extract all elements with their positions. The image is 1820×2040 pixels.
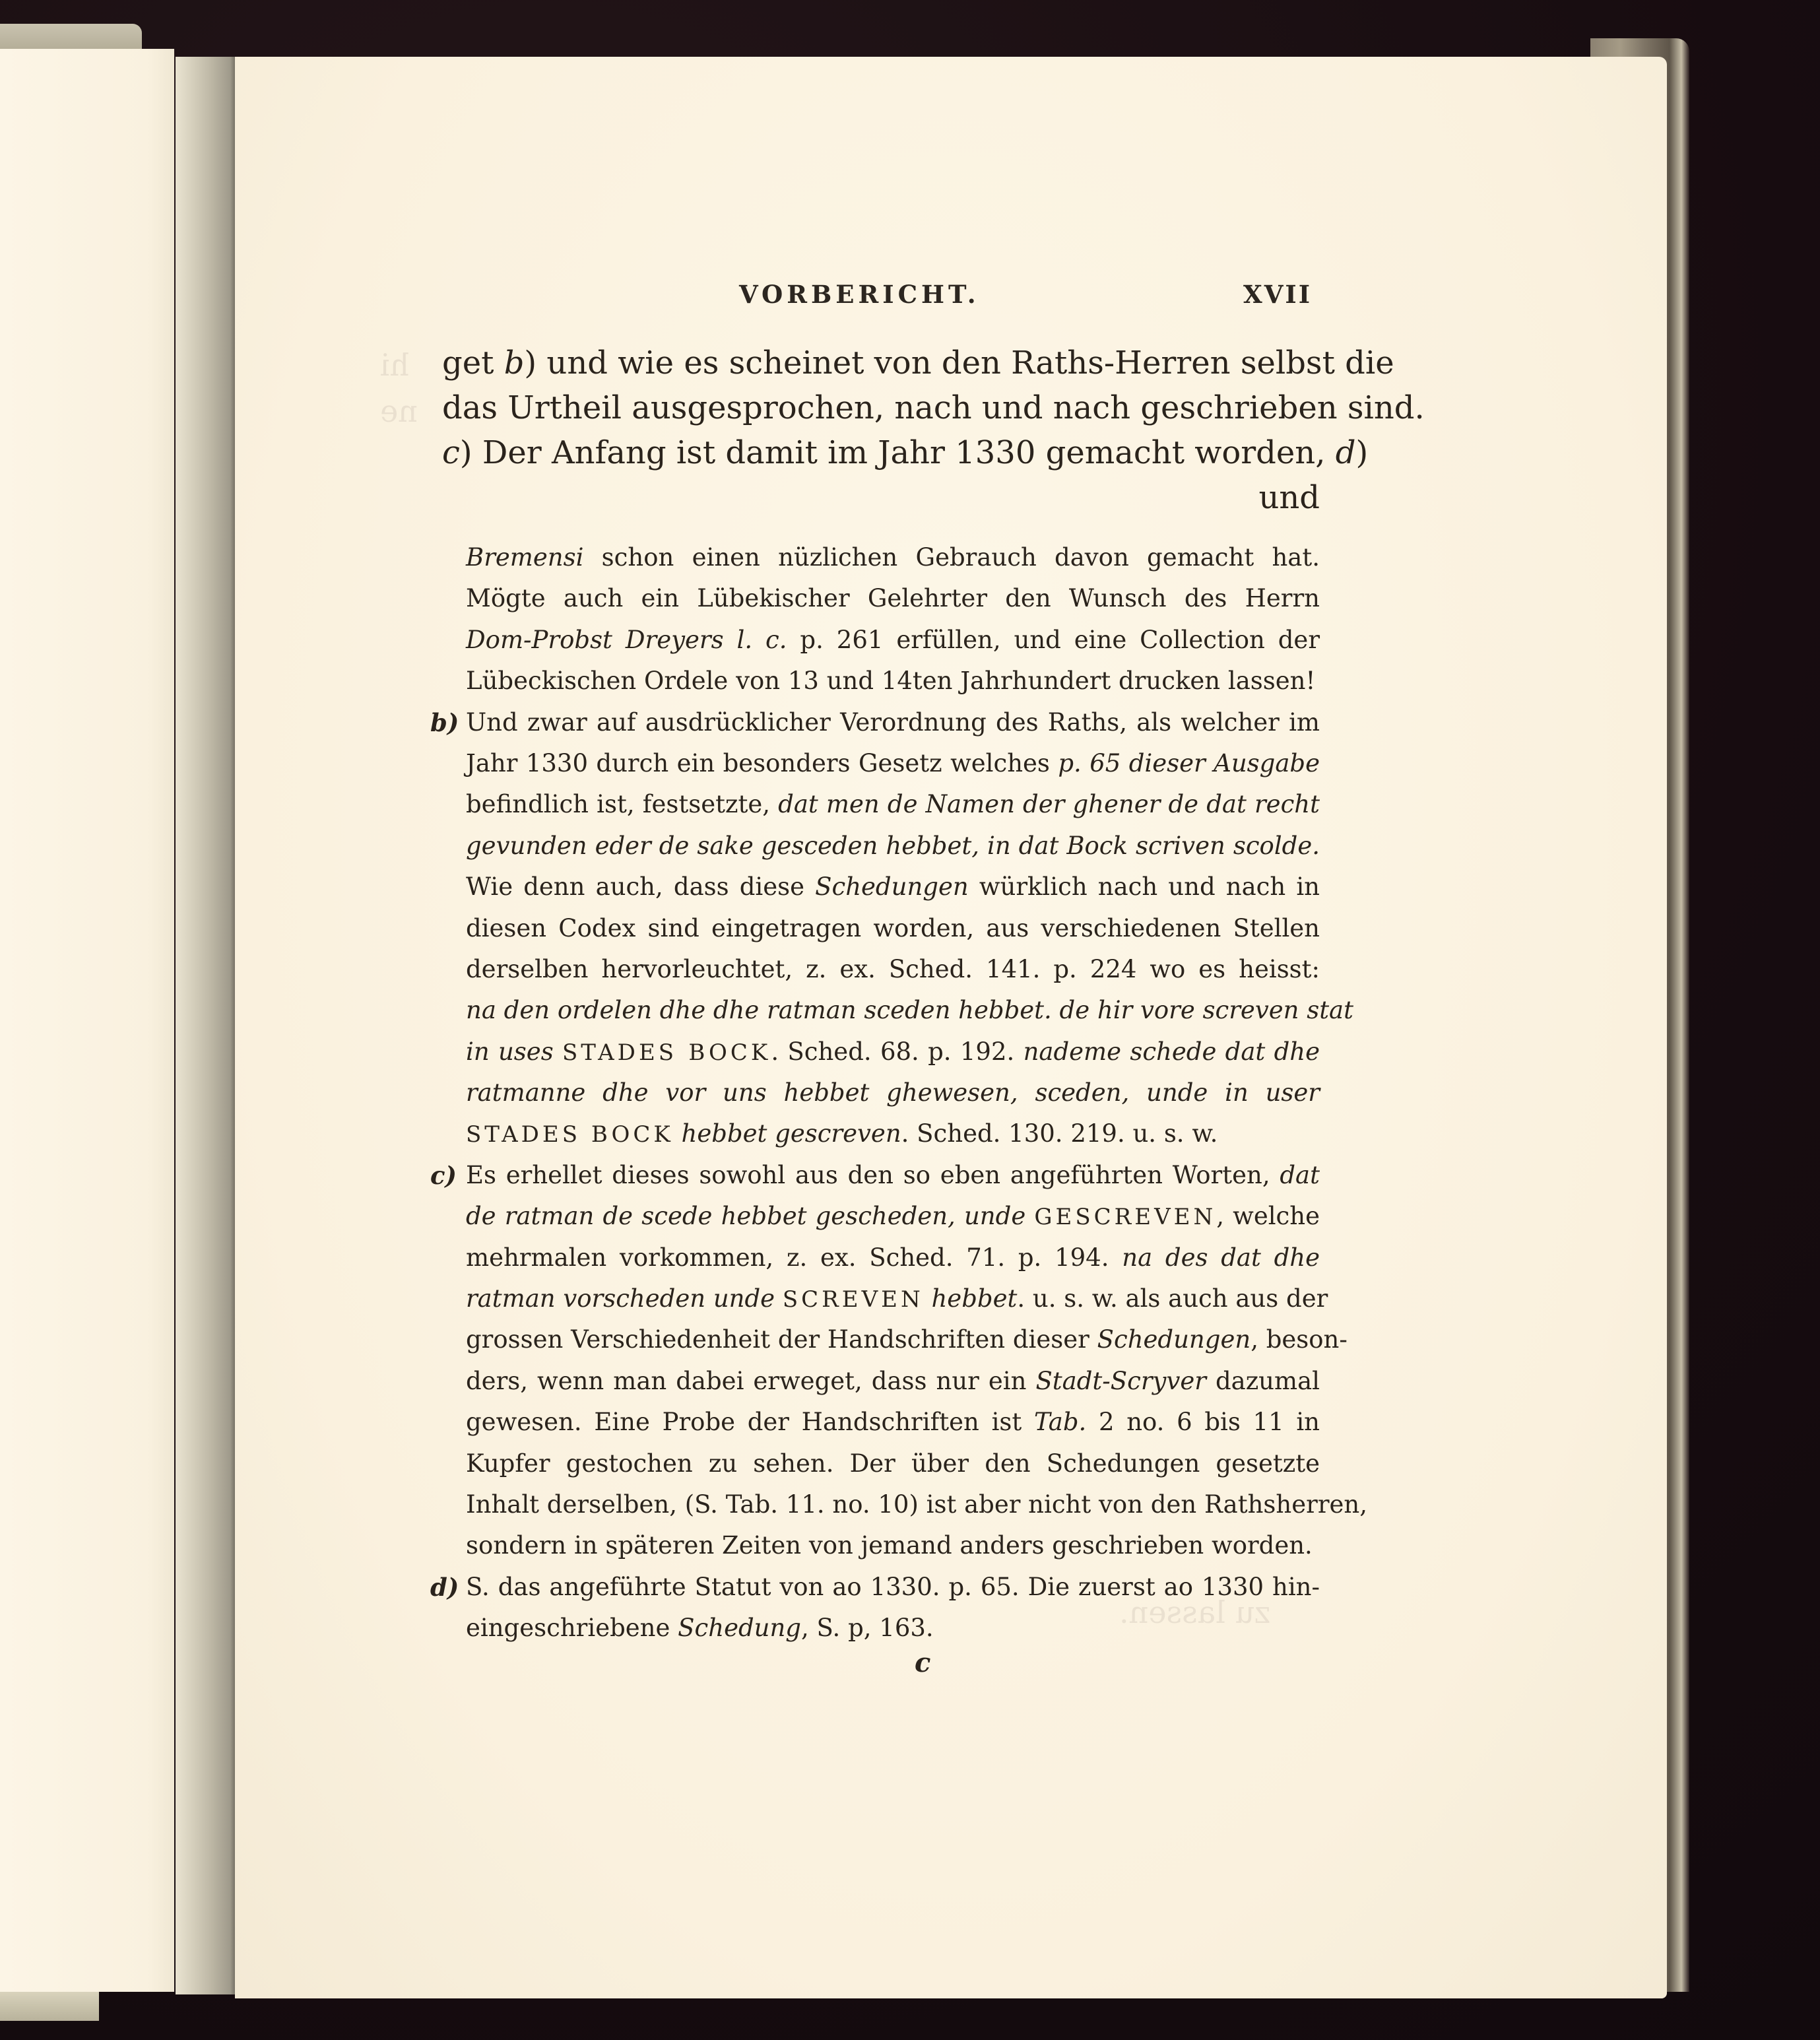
footnote-line [430, 1155, 1320, 1196]
text-run: S. das angeführte Statut von ao 1330. p. 65. Die zuerst ao 1330 hin- [466, 1572, 1320, 1601]
text-run: na des dat dhe [1122, 1243, 1320, 1272]
text-run: dat men de Namen der ghener de dat recht [778, 790, 1320, 819]
text-run: mehrmalen vorkommen, z. ex. Sched. 71. p. 194. [466, 1243, 1122, 1272]
footnote-line [430, 1484, 1368, 1525]
footnote-line [430, 1113, 1320, 1154]
text-run: ) Der Anfang ist damit im Jahr 1330 gemacht worden, [459, 434, 1336, 471]
footnote-line [430, 1402, 1320, 1443]
text-run: befindlich ist, festsetzte, [466, 790, 779, 819]
footnote-marker: d) [430, 1572, 459, 1602]
text-run: . u. s. w. als auch aus der [1017, 1284, 1328, 1313]
text-run: nademe schede dat dhe [1023, 1037, 1320, 1066]
text-run: d [1335, 434, 1356, 471]
footnote-line [430, 949, 1320, 990]
text-run: hebbet gescreven [681, 1119, 901, 1148]
text-run: Schedungen [1097, 1325, 1251, 1354]
text-run [674, 1119, 682, 1148]
text-run: c [442, 434, 460, 471]
footnote-line [430, 908, 1320, 949]
footnote-marker: c) [430, 1160, 457, 1190]
text-run [924, 1284, 932, 1313]
footnote-line [430, 1278, 1328, 1319]
left-cover-top-edge [0, 24, 142, 49]
text-run: Schedung [678, 1614, 801, 1643]
footnote [430, 702, 1353, 1155]
book-gutter [176, 57, 235, 1994]
footnote-line [430, 1319, 1348, 1360]
footnote-line [430, 702, 1320, 743]
footnote-line [430, 1196, 1320, 1237]
text-run [1025, 1202, 1034, 1230]
text-run: , beson- [1251, 1325, 1348, 1354]
text-run: get [442, 345, 504, 381]
text-run: Dom-Probst Dreyers l. c. [466, 625, 787, 654]
footnote-line [430, 661, 1320, 702]
text-run: gewesen. Eine Probe der Handschriften ist [466, 1408, 1034, 1437]
text-run: dat [1280, 1160, 1320, 1189]
text-run: Wie denn auch, dass diese [466, 872, 816, 902]
text-run: grossen Verschiedenheit der Handschriften dieser [466, 1325, 1097, 1354]
text-run: derselben hervorleuchtet, z. ex. Sched. 141. p. 224 wo es heisst: [466, 954, 1320, 983]
text-run: ders, wenn man dabei erweget, dass nur ein [466, 1366, 1036, 1395]
text-run: dazumal [1206, 1366, 1320, 1395]
page-number: XVII [1243, 280, 1313, 309]
text-run: Kupfer gestochen zu sehen. Der über den Schedungen gesetzte [466, 1449, 1320, 1478]
text-run: na den ordelen dhe dhe ratman sceden hebbet. de hir vore screven stat [466, 996, 1353, 1025]
text-run: GESCREVEN [1034, 1204, 1217, 1231]
footnote-line [430, 537, 1320, 578]
footnotes [430, 537, 1368, 1649]
text-run: Jahr 1330 durch ein besonders Gesetz welches [466, 748, 1058, 777]
text-run: . Sched. 68. p. 192. [771, 1037, 1024, 1066]
bleed-through: hi [380, 347, 410, 383]
text-run: ) [1355, 434, 1369, 471]
text-run: das Urtheil ausgesprochen, nach und nach geschrieben sind. [442, 389, 1425, 426]
footnote [430, 1567, 1320, 1649]
text-run: Inhalt derselben, (S. Tab. 11. no. 10) ist aber nicht von den Rathsherren, [466, 1490, 1368, 1519]
text-run: . Sched. 130. 219. u. s. w. [901, 1119, 1218, 1148]
text-line [442, 475, 1320, 520]
text-run: p. 261 erfüllen, und eine Collection der [787, 625, 1320, 654]
text-run: Schedungen [815, 872, 969, 902]
text-run: schon einen nüzlichen Gebrauch davon gemacht hat. [583, 543, 1320, 572]
text-run: ratmanne dhe vor uns hebbet ghewesen, sceden, unde in user [466, 1078, 1320, 1107]
footnote-line [430, 826, 1320, 867]
footnote-line [430, 990, 1353, 1031]
running-head-title: VORBERICHT. [739, 280, 980, 309]
text-run: STADES BOCK [562, 1039, 771, 1066]
footnote-line [430, 620, 1320, 661]
text-run: p. 65 dieser Ausgabe [1058, 748, 1320, 777]
text-run: und [1258, 479, 1320, 516]
footnote-line [430, 1443, 1320, 1484]
footnote [430, 1155, 1368, 1567]
text-run: würklich nach und nach in [968, 872, 1320, 902]
text-run: ratman vorscheden unde [466, 1284, 775, 1313]
text-line [442, 341, 1394, 385]
text-run: sondern in späteren Zeiten von jemand anders geschrieben worden. [466, 1531, 1313, 1560]
footnote-marker: b) [430, 707, 459, 737]
text-run: gevunden eder de sake gesceden hebbet, in dat Bock scriven scolde. [466, 831, 1320, 860]
bleed-through: zu lassen. [1119, 1595, 1271, 1630]
text-run: de ratman de scede hebbet gescheden, unde [466, 1202, 1026, 1231]
bleed-through: ne [380, 393, 418, 429]
text-run: Tab. [1033, 1408, 1087, 1437]
footnote-line [430, 743, 1320, 784]
text-line [442, 385, 1425, 430]
text-run: Bremensi [466, 543, 584, 572]
right-page [235, 57, 1667, 1998]
left-blank-page [0, 49, 174, 1992]
footnote [430, 537, 1320, 702]
text-line [442, 430, 1369, 475]
text-run: SCREVEN [782, 1286, 924, 1313]
text-run: ) und wie es scheinet von den Raths-Herren selbst die [524, 345, 1394, 381]
footnote-line [430, 1608, 1320, 1649]
footnote-line [430, 784, 1320, 825]
text-run: Mögte auch ein Lübekischer Gelehrter den Wunsch des Herrn [466, 584, 1320, 613]
text-run [554, 1037, 562, 1066]
main-body-text [442, 341, 1425, 520]
text-run: , S. p, 163. [801, 1614, 934, 1643]
text-run: STADES BOCK [466, 1121, 674, 1148]
footnote-line [430, 867, 1320, 907]
footnote-line [430, 1361, 1320, 1402]
footnote-line [430, 1525, 1320, 1566]
left-cover-bottom-edge [0, 1992, 99, 2021]
text-run: 2 no. 6 bis 11 in [1086, 1408, 1320, 1437]
text-run [775, 1284, 783, 1313]
text-run: Stadt-Scryver [1035, 1366, 1206, 1395]
footnote-line [430, 1567, 1320, 1608]
text-run: , welche [1216, 1202, 1320, 1231]
footnote-line [430, 578, 1320, 619]
footnote-line [430, 1032, 1320, 1072]
running-head [235, 280, 1667, 319]
footnote-line [430, 1072, 1320, 1113]
signature-mark: c [915, 1647, 931, 1678]
text-run: b [504, 345, 525, 381]
text-run: Und zwar auf ausdrücklicher Verordnung des Raths, als welcher im [466, 707, 1320, 737]
text-run: Es erhellet dieses sowohl aus den so eben angeführten Worten, [466, 1160, 1280, 1189]
text-run: Lübeckischen Ordele von 13 und 14ten Jahrhundert drucken lassen! [466, 667, 1316, 696]
text-run: hebbet [931, 1284, 1018, 1313]
text-run: in uses [466, 1037, 554, 1066]
text-run: diesen Codex sind eingetragen worden, aus verschiedenen Stellen [466, 913, 1320, 942]
footnote-line [430, 1237, 1320, 1278]
text-run: eingeschriebene [466, 1614, 678, 1643]
